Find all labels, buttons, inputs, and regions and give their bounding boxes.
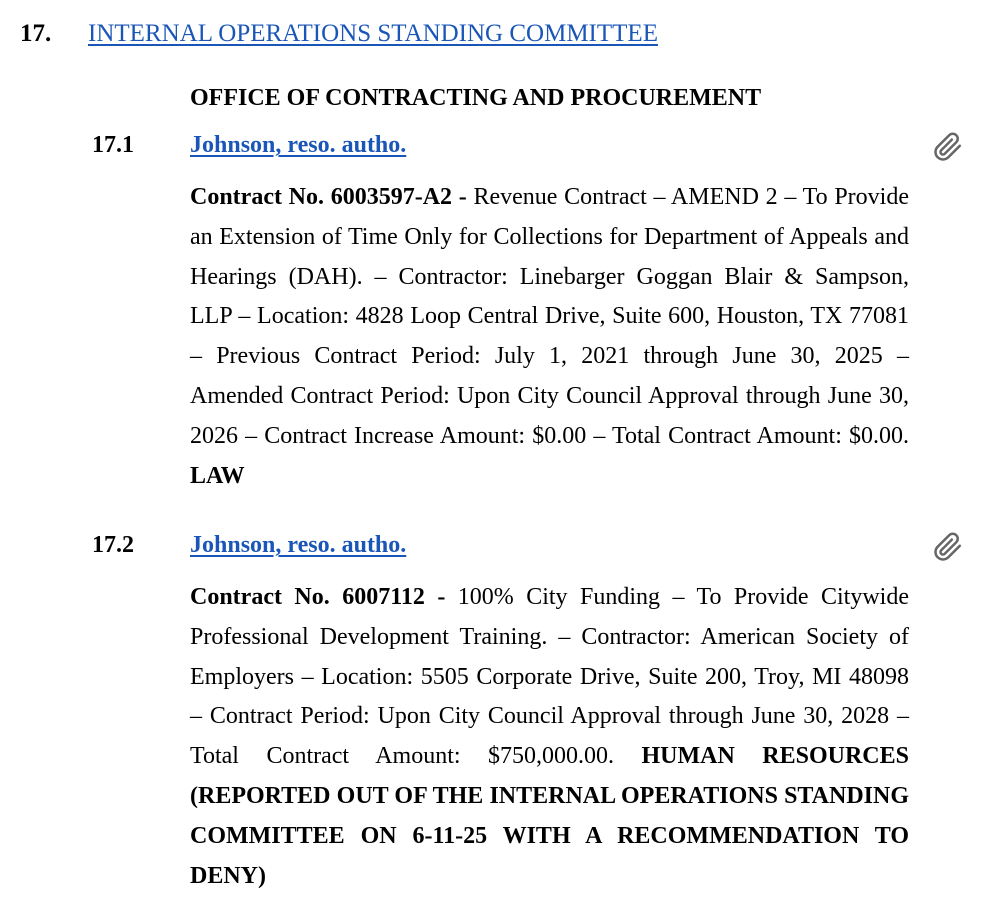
item-body — [190, 178, 909, 496]
item-link[interactable]: Johnson, reso. autho. — [190, 532, 407, 558]
department-label: HUMAN RESOURCES (REPORTED OUT OF THE INTERNAL OPERATIONS STANDING COMMITTEE ON 6-11-25 WITH A RECOMMENDATION TO DENY) — [190, 743, 909, 889]
contract-number: Contract No. 6007112 - — [190, 584, 446, 610]
office-heading: OFFICE OF CONTRACTING AND PROCUREMENT — [190, 85, 762, 111]
item-link[interactable]: Johnson, reso. autho. — [190, 132, 407, 158]
section-number: 17. — [20, 20, 52, 47]
contract-number: Contract No. 6003597-A2 - — [190, 184, 467, 210]
paperclip-icon[interactable] — [933, 532, 963, 562]
item-number: 17.2 — [92, 532, 134, 558]
contract-description: Revenue Contract – AMEND 2 – To Provide an Extension of Time Only for Collections for Department of Appeals and Hearings (DAH). – Contractor: Linebarger Goggan Blair & Sampson, LLP – Location: 4828 Loop Central Drive, Suite 600, Houston, TX 77081 – Previous Contract Period: July 1, 2021 through June 30, 2025 – Amended Contract Period: Upon City Council Approval through June 30, 2026 – Contract Increase Amount: $0.00 – Total Contract Amount: $0.00. — [190, 184, 909, 449]
item-body — [190, 578, 909, 896]
department-label: LAW — [190, 462, 245, 489]
section-title-link[interactable]: INTERNAL OPERATIONS STANDING COMMITTEE — [88, 20, 658, 47]
contract-description: 100% City Funding – To Provide Citywide Professional Development Training. – Contractor: American Society of Employers – Location: 5505 Corporate Drive, Suite 200, Troy, MI 48098 – Contract Period: Upon City Council Approval through June 30, 2028 – Total Contract Amount: $750,000.00. — [190, 584, 910, 770]
paperclip-icon[interactable] — [933, 132, 963, 162]
item-number: 17.1 — [92, 132, 134, 158]
